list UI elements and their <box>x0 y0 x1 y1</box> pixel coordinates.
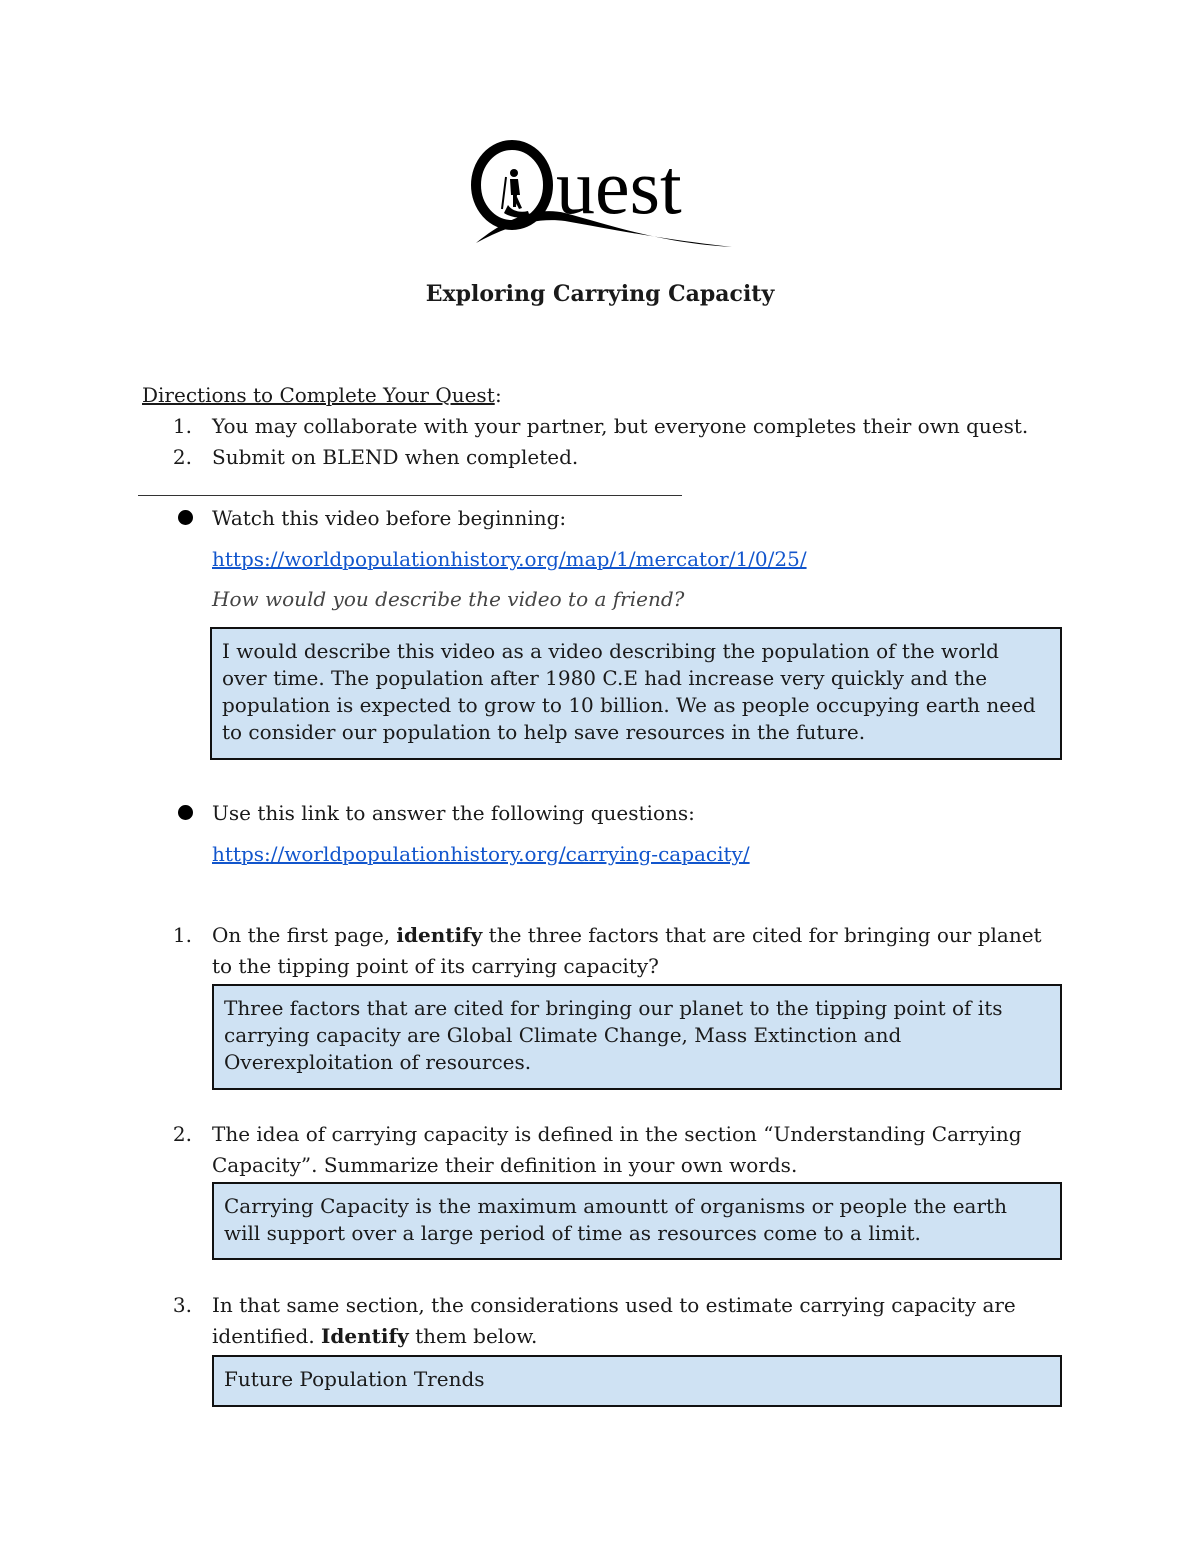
answer-line: Overexploitation of resources. <box>224 1050 532 1074</box>
answer-line: over time. The population after 1980 C.E had increase very quickly and the <box>222 666 988 690</box>
question-1-text: On the first page, identify the three factors that are cited for bringing our planet <box>212 923 1042 947</box>
question-2-answer-box[interactable] <box>212 1182 1062 1260</box>
answer-line: Future Population Trends <box>224 1367 485 1391</box>
directions-item: You may collaborate with your partner, but everyone completes their own quest. <box>212 414 1029 438</box>
answer-line: Carrying Capacity is the maximum amountt of organisms or people the earth <box>224 1194 1007 1218</box>
question-3-text: In that same section, the considerations used to estimate carrying capacity are <box>212 1293 1016 1317</box>
directions-item-number: 1. <box>172 414 192 438</box>
answer-line: I would describe this video as a video describing the population of the world <box>222 639 999 663</box>
answer-line: carrying capacity are Global Climate Change, Mass Extinction and <box>224 1023 902 1047</box>
question-number: 1. <box>172 923 192 947</box>
link-instruction: Use this link to answer the following questions: <box>212 801 695 825</box>
page-title: Exploring Carrying Capacity <box>425 281 775 307</box>
question-number: 3. <box>172 1293 192 1317</box>
question-2-text: The idea of carrying capacity is defined in the section “Understanding Carrying <box>212 1122 1022 1146</box>
question-1-text-line2: to the tipping point of its carrying capacity? <box>212 954 659 978</box>
question-3-answer-box[interactable] <box>212 1355 1062 1407</box>
svg-text:uest: uest <box>556 143 682 230</box>
video-link[interactable]: https://worldpopulationhistory.org/map/1/mercator/1/0/25/ <box>212 547 807 571</box>
divider <box>138 495 682 496</box>
answer-line: to consider our population to help save resources in the future. <box>222 720 866 744</box>
bullet-icon <box>178 805 193 820</box>
directions-item: Submit on BLEND when completed. <box>212 445 579 469</box>
quest-logo <box>470 135 740 255</box>
question-1-answer-box[interactable] <box>212 984 1062 1090</box>
answer-line: Three factors that are cited for bringing our planet to the tipping point of its <box>224 996 1003 1020</box>
directions-colon: : <box>495 383 502 407</box>
video-instruction: Watch this video before beginning: <box>212 506 567 530</box>
question-2-text-line2: Capacity”. Summarize their definition in your own words. <box>212 1153 798 1177</box>
bullet-icon <box>178 510 193 525</box>
video-answer-box[interactable] <box>210 627 1062 760</box>
directions-item-number: 2. <box>172 445 192 469</box>
video-prompt: How would you describe the video to a friend? <box>212 587 685 611</box>
question-3-text-line2: identified. Identify them below. <box>212 1324 538 1348</box>
directions-heading: Directions to Complete Your Quest <box>142 383 495 407</box>
answer-line: population is expected to grow to 10 billion. We as people occupying earth need <box>222 693 1036 717</box>
answer-line: will support over a large period of time as resources come to a limit. <box>224 1221 921 1245</box>
carrying-capacity-link[interactable]: https://worldpopulationhistory.org/carrying-capacity/ <box>212 842 750 866</box>
question-number: 2. <box>172 1122 192 1146</box>
